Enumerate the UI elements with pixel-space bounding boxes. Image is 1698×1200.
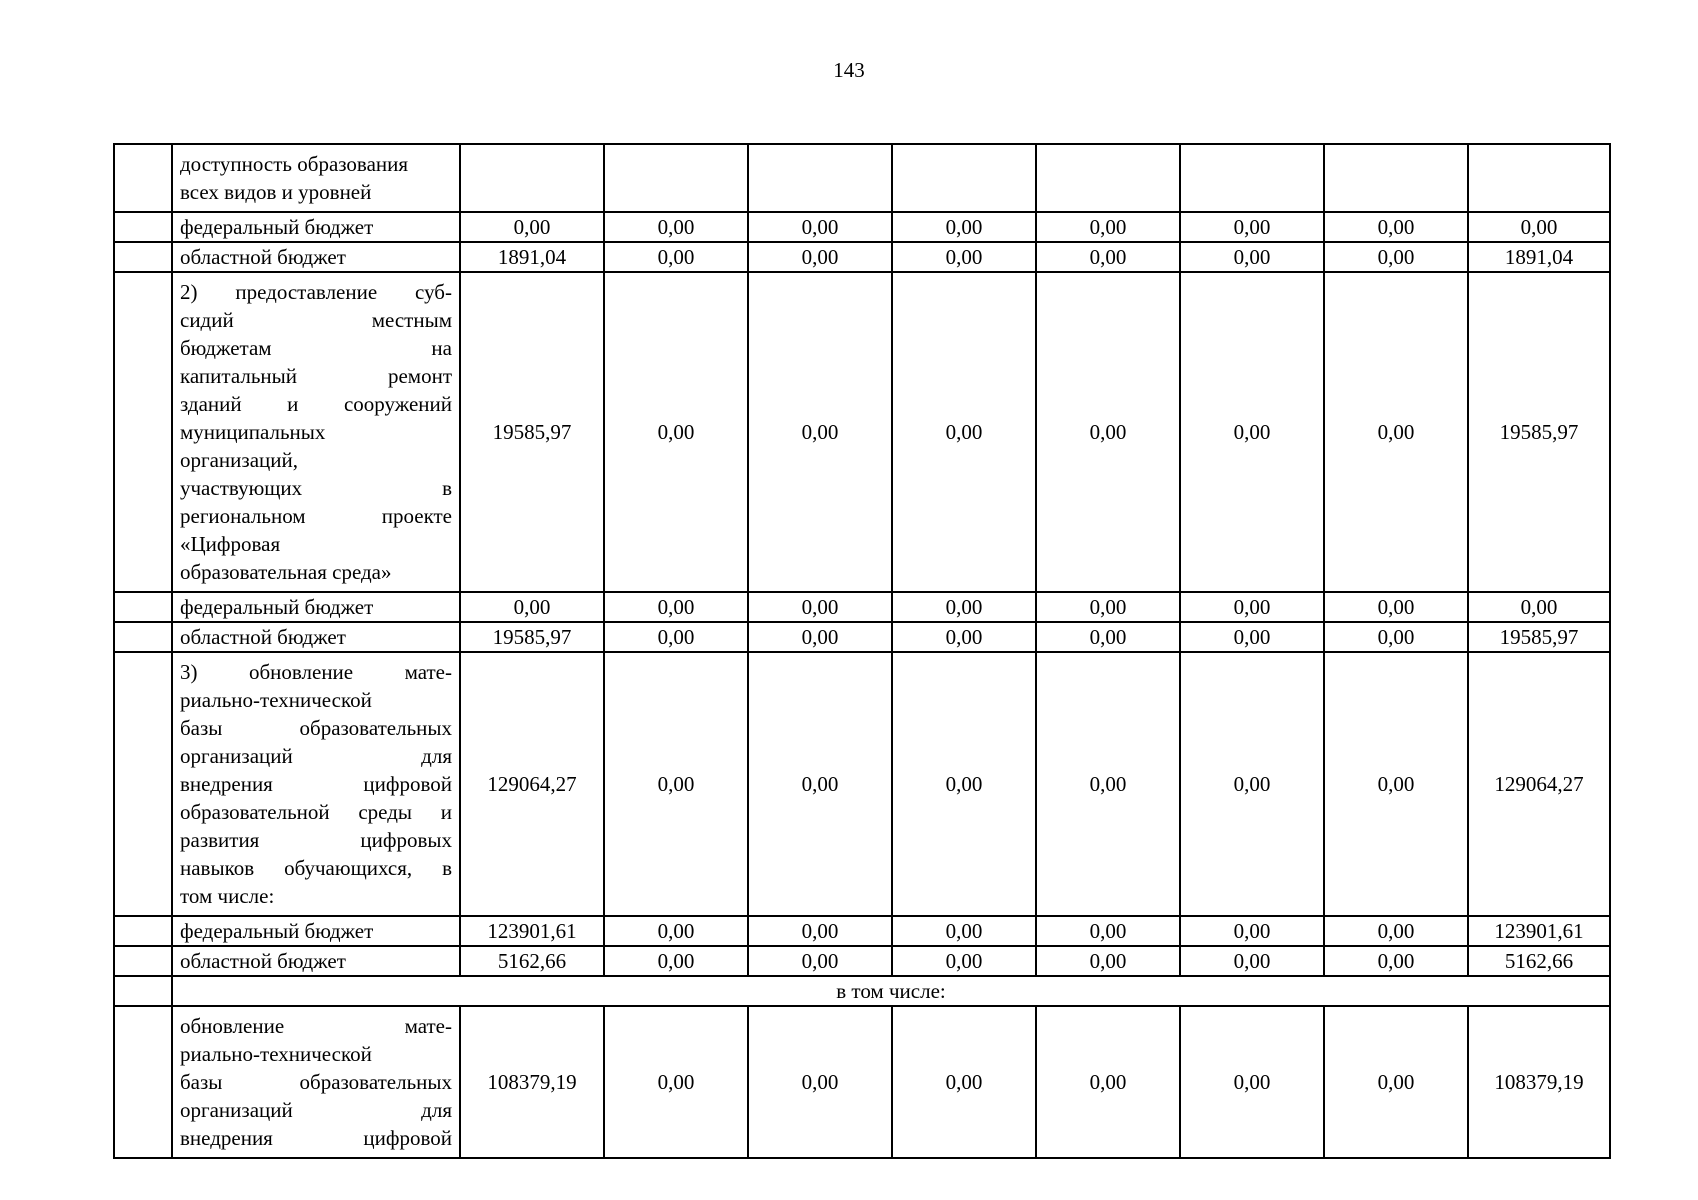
value-cell: 19585,97	[460, 622, 604, 652]
description-line: базы образовательных	[180, 716, 452, 740]
value-cell: 0,00	[748, 272, 892, 592]
value-cell: 0,00	[604, 622, 748, 652]
value-cell	[1036, 144, 1180, 212]
value-cell: 0,00	[748, 622, 892, 652]
description-cell	[172, 1006, 460, 1158]
description-line: региональном проекте	[180, 504, 452, 528]
total-value-cell: 19585,97	[1468, 622, 1610, 652]
value-cell	[460, 144, 604, 212]
description-line: базы образовательных	[180, 1070, 452, 1094]
description-line: образовательной среды и	[180, 800, 452, 824]
description-cell	[172, 144, 460, 212]
description-line: муниципальных	[180, 420, 326, 444]
value-cell	[1324, 144, 1468, 212]
description-line: бюджетам на	[180, 336, 452, 360]
description-cell: областной бюджет	[172, 946, 460, 976]
value-cell: 0,00	[604, 916, 748, 946]
description-line: навыков обучающихся, в	[180, 856, 452, 880]
total-value-cell: 108379,19	[1468, 1006, 1610, 1158]
value-cell: 0,00	[748, 212, 892, 242]
value-cell: 0,00	[892, 622, 1036, 652]
total-value-cell	[1468, 144, 1610, 212]
value-cell: 1891,04	[460, 242, 604, 272]
table-row	[114, 1006, 1610, 1158]
value-cell: 0,00	[1036, 652, 1180, 916]
value-cell: 0,00	[1036, 272, 1180, 592]
row-number-cell	[114, 652, 172, 916]
value-cell	[892, 144, 1036, 212]
row-number-cell	[114, 144, 172, 212]
description-cell: федеральный бюджет	[172, 592, 460, 622]
row-number-cell	[114, 272, 172, 592]
value-cell: 0,00	[1036, 242, 1180, 272]
value-cell: 0,00	[1180, 1006, 1324, 1158]
total-value-cell: 129064,27	[1468, 652, 1610, 916]
value-cell: 0,00	[1324, 212, 1468, 242]
value-cell	[748, 144, 892, 212]
table-row	[114, 946, 1610, 976]
description-line: сидий местным	[180, 308, 452, 332]
value-cell: 0,00	[1324, 592, 1468, 622]
value-cell: 0,00	[604, 652, 748, 916]
value-cell: 0,00	[748, 242, 892, 272]
value-cell: 0,00	[1180, 592, 1324, 622]
description-line: образовательная среда»	[180, 560, 392, 584]
table-row	[114, 242, 1610, 272]
description-line: организаций для	[180, 744, 452, 768]
value-cell: 0,00	[748, 652, 892, 916]
value-cell: 0,00	[1324, 916, 1468, 946]
total-value-cell: 0,00	[1468, 212, 1610, 242]
description-line: зданий и сооружений	[180, 392, 452, 416]
table-row	[114, 652, 1610, 916]
row-number-cell	[114, 592, 172, 622]
row-number-cell	[114, 622, 172, 652]
value-cell: 108379,19	[460, 1006, 604, 1158]
value-cell: 0,00	[1324, 622, 1468, 652]
section-label-cell: в том числе:	[172, 976, 1610, 1006]
value-cell: 0,00	[748, 1006, 892, 1158]
value-cell: 0,00	[604, 1006, 748, 1158]
table-row	[114, 622, 1610, 652]
value-cell: 123901,61	[460, 916, 604, 946]
value-cell: 0,00	[892, 272, 1036, 592]
total-value-cell: 19585,97	[1468, 272, 1610, 592]
value-cell: 0,00	[1036, 622, 1180, 652]
value-cell: 0,00	[1180, 652, 1324, 916]
value-cell: 0,00	[604, 592, 748, 622]
value-cell: 0,00	[1180, 946, 1324, 976]
value-cell: 0,00	[1036, 212, 1180, 242]
description-line: риально-технической	[180, 1042, 372, 1066]
value-cell: 0,00	[460, 212, 604, 242]
description-line: том числе:	[180, 884, 275, 908]
value-cell: 0,00	[892, 916, 1036, 946]
description-line: организаций для	[180, 1098, 452, 1122]
value-cell: 0,00	[1180, 622, 1324, 652]
row-number-cell	[114, 976, 172, 1006]
row-number-cell	[114, 1006, 172, 1158]
description-line: участвующих в	[180, 476, 452, 500]
description-cell: федеральный бюджет	[172, 212, 460, 242]
value-cell	[1180, 144, 1324, 212]
value-cell: 0,00	[1324, 242, 1468, 272]
description-line: капитальный ремонт	[180, 364, 452, 388]
table-row	[114, 916, 1610, 946]
value-cell: 0,00	[748, 916, 892, 946]
description-line: внедрения цифровой	[180, 772, 452, 796]
row-number-cell	[114, 242, 172, 272]
value-cell: 0,00	[1324, 1006, 1468, 1158]
value-cell: 0,00	[892, 592, 1036, 622]
value-cell: 0,00	[604, 242, 748, 272]
table-row	[114, 976, 1610, 1006]
description-line: доступность образования	[180, 152, 409, 176]
value-cell: 0,00	[1036, 916, 1180, 946]
table-row	[114, 212, 1610, 242]
description-line: организаций,	[180, 448, 298, 472]
value-cell: 0,00	[892, 242, 1036, 272]
total-value-cell: 0,00	[1468, 592, 1610, 622]
value-cell: 0,00	[748, 592, 892, 622]
description-line: 2) предоставление суб-	[180, 280, 452, 304]
value-cell: 0,00	[460, 592, 604, 622]
row-number-cell	[114, 946, 172, 976]
budget-table	[113, 143, 1611, 1159]
row-number-cell	[114, 212, 172, 242]
value-cell: 0,00	[1036, 592, 1180, 622]
value-cell: 0,00	[1324, 946, 1468, 976]
budget-table-body	[114, 144, 1610, 1158]
description-line: развития цифровых	[180, 828, 452, 852]
total-value-cell: 5162,66	[1468, 946, 1610, 976]
value-cell: 0,00	[892, 1006, 1036, 1158]
description-cell: областной бюджет	[172, 622, 460, 652]
description-cell: областной бюджет	[172, 242, 460, 272]
value-cell: 0,00	[1036, 946, 1180, 976]
value-cell: 0,00	[1324, 272, 1468, 592]
total-value-cell: 123901,61	[1468, 916, 1610, 946]
value-cell: 19585,97	[460, 272, 604, 592]
description-cell: федеральный бюджет	[172, 916, 460, 946]
value-cell: 0,00	[892, 946, 1036, 976]
description-cell	[172, 652, 460, 916]
value-cell: 0,00	[1180, 916, 1324, 946]
value-cell: 0,00	[748, 946, 892, 976]
value-cell: 0,00	[1180, 212, 1324, 242]
table-row	[114, 272, 1610, 592]
value-cell: 0,00	[604, 212, 748, 242]
row-number-cell	[114, 916, 172, 946]
description-line: внедрения цифровой	[180, 1126, 452, 1150]
value-cell: 0,00	[1180, 242, 1324, 272]
value-cell	[604, 144, 748, 212]
total-value-cell: 1891,04	[1468, 242, 1610, 272]
value-cell: 0,00	[1324, 652, 1468, 916]
table-row	[114, 144, 1610, 212]
description-line: обновление мате-	[180, 1014, 452, 1038]
description-cell	[172, 272, 460, 592]
value-cell: 0,00	[892, 212, 1036, 242]
description-line: всех видов и уровней	[180, 180, 372, 204]
value-cell: 0,00	[604, 946, 748, 976]
table-row	[114, 592, 1610, 622]
value-cell: 129064,27	[460, 652, 604, 916]
value-cell: 0,00	[1180, 272, 1324, 592]
description-line: риально-технической	[180, 688, 372, 712]
description-line: «Цифровая	[180, 532, 281, 556]
page-number: 143	[833, 58, 865, 82]
value-cell: 0,00	[1036, 1006, 1180, 1158]
value-cell: 0,00	[604, 272, 748, 592]
value-cell: 5162,66	[460, 946, 604, 976]
value-cell: 0,00	[892, 652, 1036, 916]
description-line: 3) обновление мате-	[180, 660, 452, 684]
